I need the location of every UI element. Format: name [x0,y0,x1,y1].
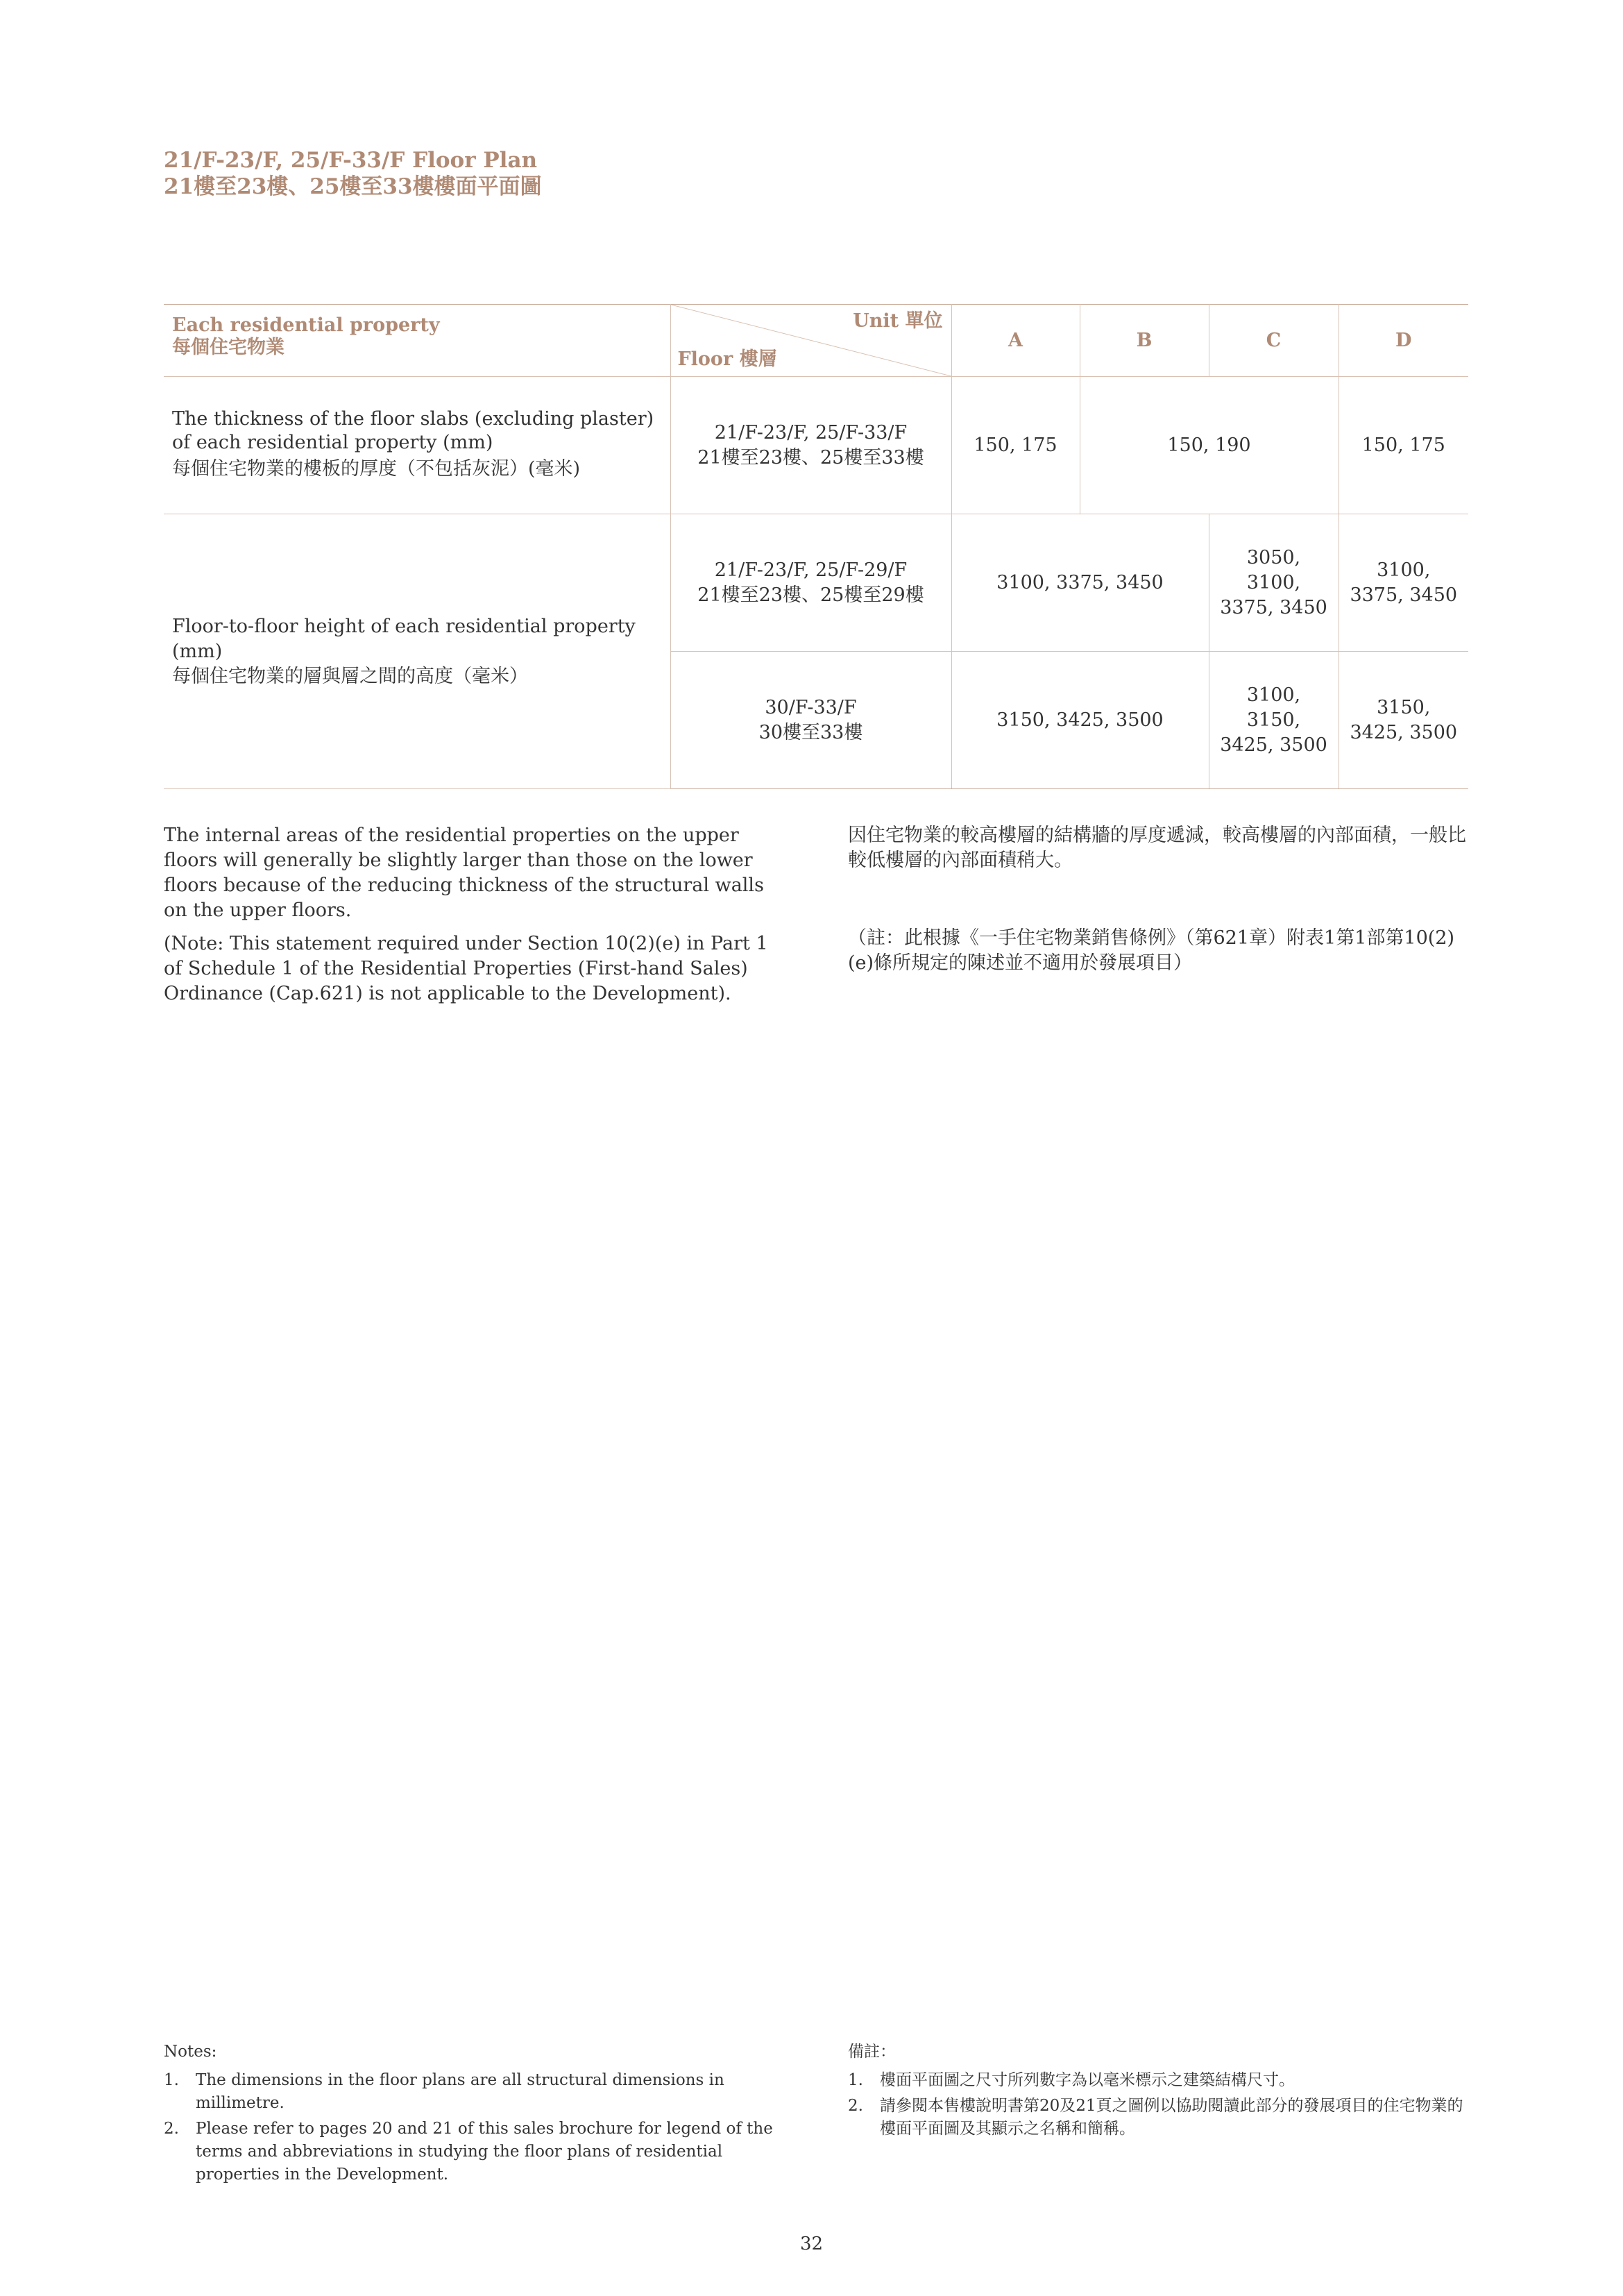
slab-floor-en: 21/F-23/F, 25/F-33/F [714,421,908,444]
height-row-1 [164,514,1468,652]
slab-label-cell [164,377,670,514]
unit-header-c: C [1209,305,1339,377]
note-item-en-2 [164,2118,788,2186]
notes-zh [848,2041,1468,2143]
table-header-row [164,305,1468,377]
note-item-en-1 [164,2069,788,2115]
statement-en: The internal areas of the residential properties on the upper floors will generally be slightly larger than those on the lower floors because of the reducing thickness of the structural walls on the upper floors. [164,825,764,921]
title-en: 21/F-23/F, 25/F-33/F Floor Plan [164,148,538,173]
note-number: 1. [848,2071,863,2089]
floor-label: Floor 樓層 [677,348,777,370]
height-label-en: Floor-to-floor height of each residential property (mm) [172,615,636,662]
height-floor-2-zh: 30樓至33樓 [758,721,863,743]
statement-note-en: (Note: This statement required under Section 10(2)(e) in Part 1 of Schedule 1 of the Residential Properties (First-hand Sales) Ordinance (Cap.621) is not applicable to the Development). [164,933,768,1004]
note-number: 2. [164,2120,179,2138]
height-floor-2-en: 30/F-33/F [765,696,857,718]
height-1-unit-c: 3050, 3100, 3375, 3450 [1209,514,1339,652]
note-text: 請參閱本售樓說明書第20及21頁之圖例以協助閱讀此部分的發展項目的住宅物業的樓面平面圖及其顯示之名稱和簡稱。 [880,2097,1463,2138]
unit-header-a: A [951,305,1080,377]
slab-unit-d: 150, 175 [1339,377,1468,514]
slab-thickness-row [164,377,1468,514]
height-1-unit-d: 3100, 3375, 3450 [1339,514,1468,652]
slab-label-en: The thickness of the floor slabs (excluding plaster) of each residential property (mm) [172,407,654,453]
height-floor-1-zh: 21樓至23樓、25樓至29樓 [697,584,924,606]
notes-heading-zh: 備註： [848,2043,896,2061]
height-2-unit-ab: 3150, 3425, 3500 [951,652,1209,789]
statement-zh: 因住宅物業的較高樓層的結構牆的厚度遞減，較高樓層的內部面積，一般比較低樓層的內部面積稍大。 [848,825,1466,871]
slab-label-zh: 每個住宅物業的樓板的厚度（不包括灰泥）(毫米) [172,457,581,480]
unit-header-d: D [1339,305,1468,377]
slab-floor-zh: 21樓至23樓、25樓至33樓 [697,446,924,469]
header-property-cell [164,305,670,377]
header-property-en: Each residential property [172,314,440,336]
height-floor-2 [670,652,951,789]
note-text: Please refer to pages 20 and 21 of this sales brochure for legend of the terms and abbreviations in studying the floor plans of residential properties in the Development. [196,2120,773,2184]
page-number: 32 [799,2234,824,2254]
title-zh: 21樓至23樓、25樓至33樓樓面平面圖 [164,174,542,199]
height-floor-1-en: 21/F-23/F, 25/F-29/F [714,559,908,581]
note-item-zh-1 [848,2069,1468,2092]
slab-floor-cell [670,377,951,514]
height-2-unit-c: 3100, 3150, 3425, 3500 [1209,652,1339,789]
note-text: 樓面平面圖之尺寸所列數字為以毫米標示之建築結構尺寸。 [880,2071,1295,2089]
height-label-zh: 每個住宅物業的層與層之間的高度（毫米） [172,665,528,687]
notes-heading-en: Notes: [164,2043,217,2061]
height-label-cell [164,514,670,789]
note-text: The dimensions in the floor plans are all structural dimensions in millimetre. [196,2071,724,2112]
height-2-unit-d: 3150, 3425, 3500 [1339,652,1468,789]
statement-note-zh: （註：此根據《一手住宅物業銷售條例》（第621章）附表1第1部第10(2)(e)條所規定的陳述並不適用於發展項目） [848,927,1454,974]
height-1-unit-ab: 3100, 3375, 3450 [951,514,1209,652]
note-item-zh-2 [848,2095,1468,2141]
specification-table [164,304,1468,789]
note-number: 2. [848,2097,863,2115]
notes-en [164,2041,788,2189]
slab-unit-a: 150, 175 [951,377,1080,514]
height-floor-1 [670,514,951,652]
page-title [164,147,542,200]
note-number: 1. [164,2071,179,2089]
header-property-zh: 每個住宅物業 [172,337,284,358]
unit-header-b: B [1080,305,1209,377]
slab-unit-bc: 150, 190 [1080,377,1339,514]
header-diagonal-cell [670,305,951,377]
unit-label: Unit 單位 [853,310,943,332]
